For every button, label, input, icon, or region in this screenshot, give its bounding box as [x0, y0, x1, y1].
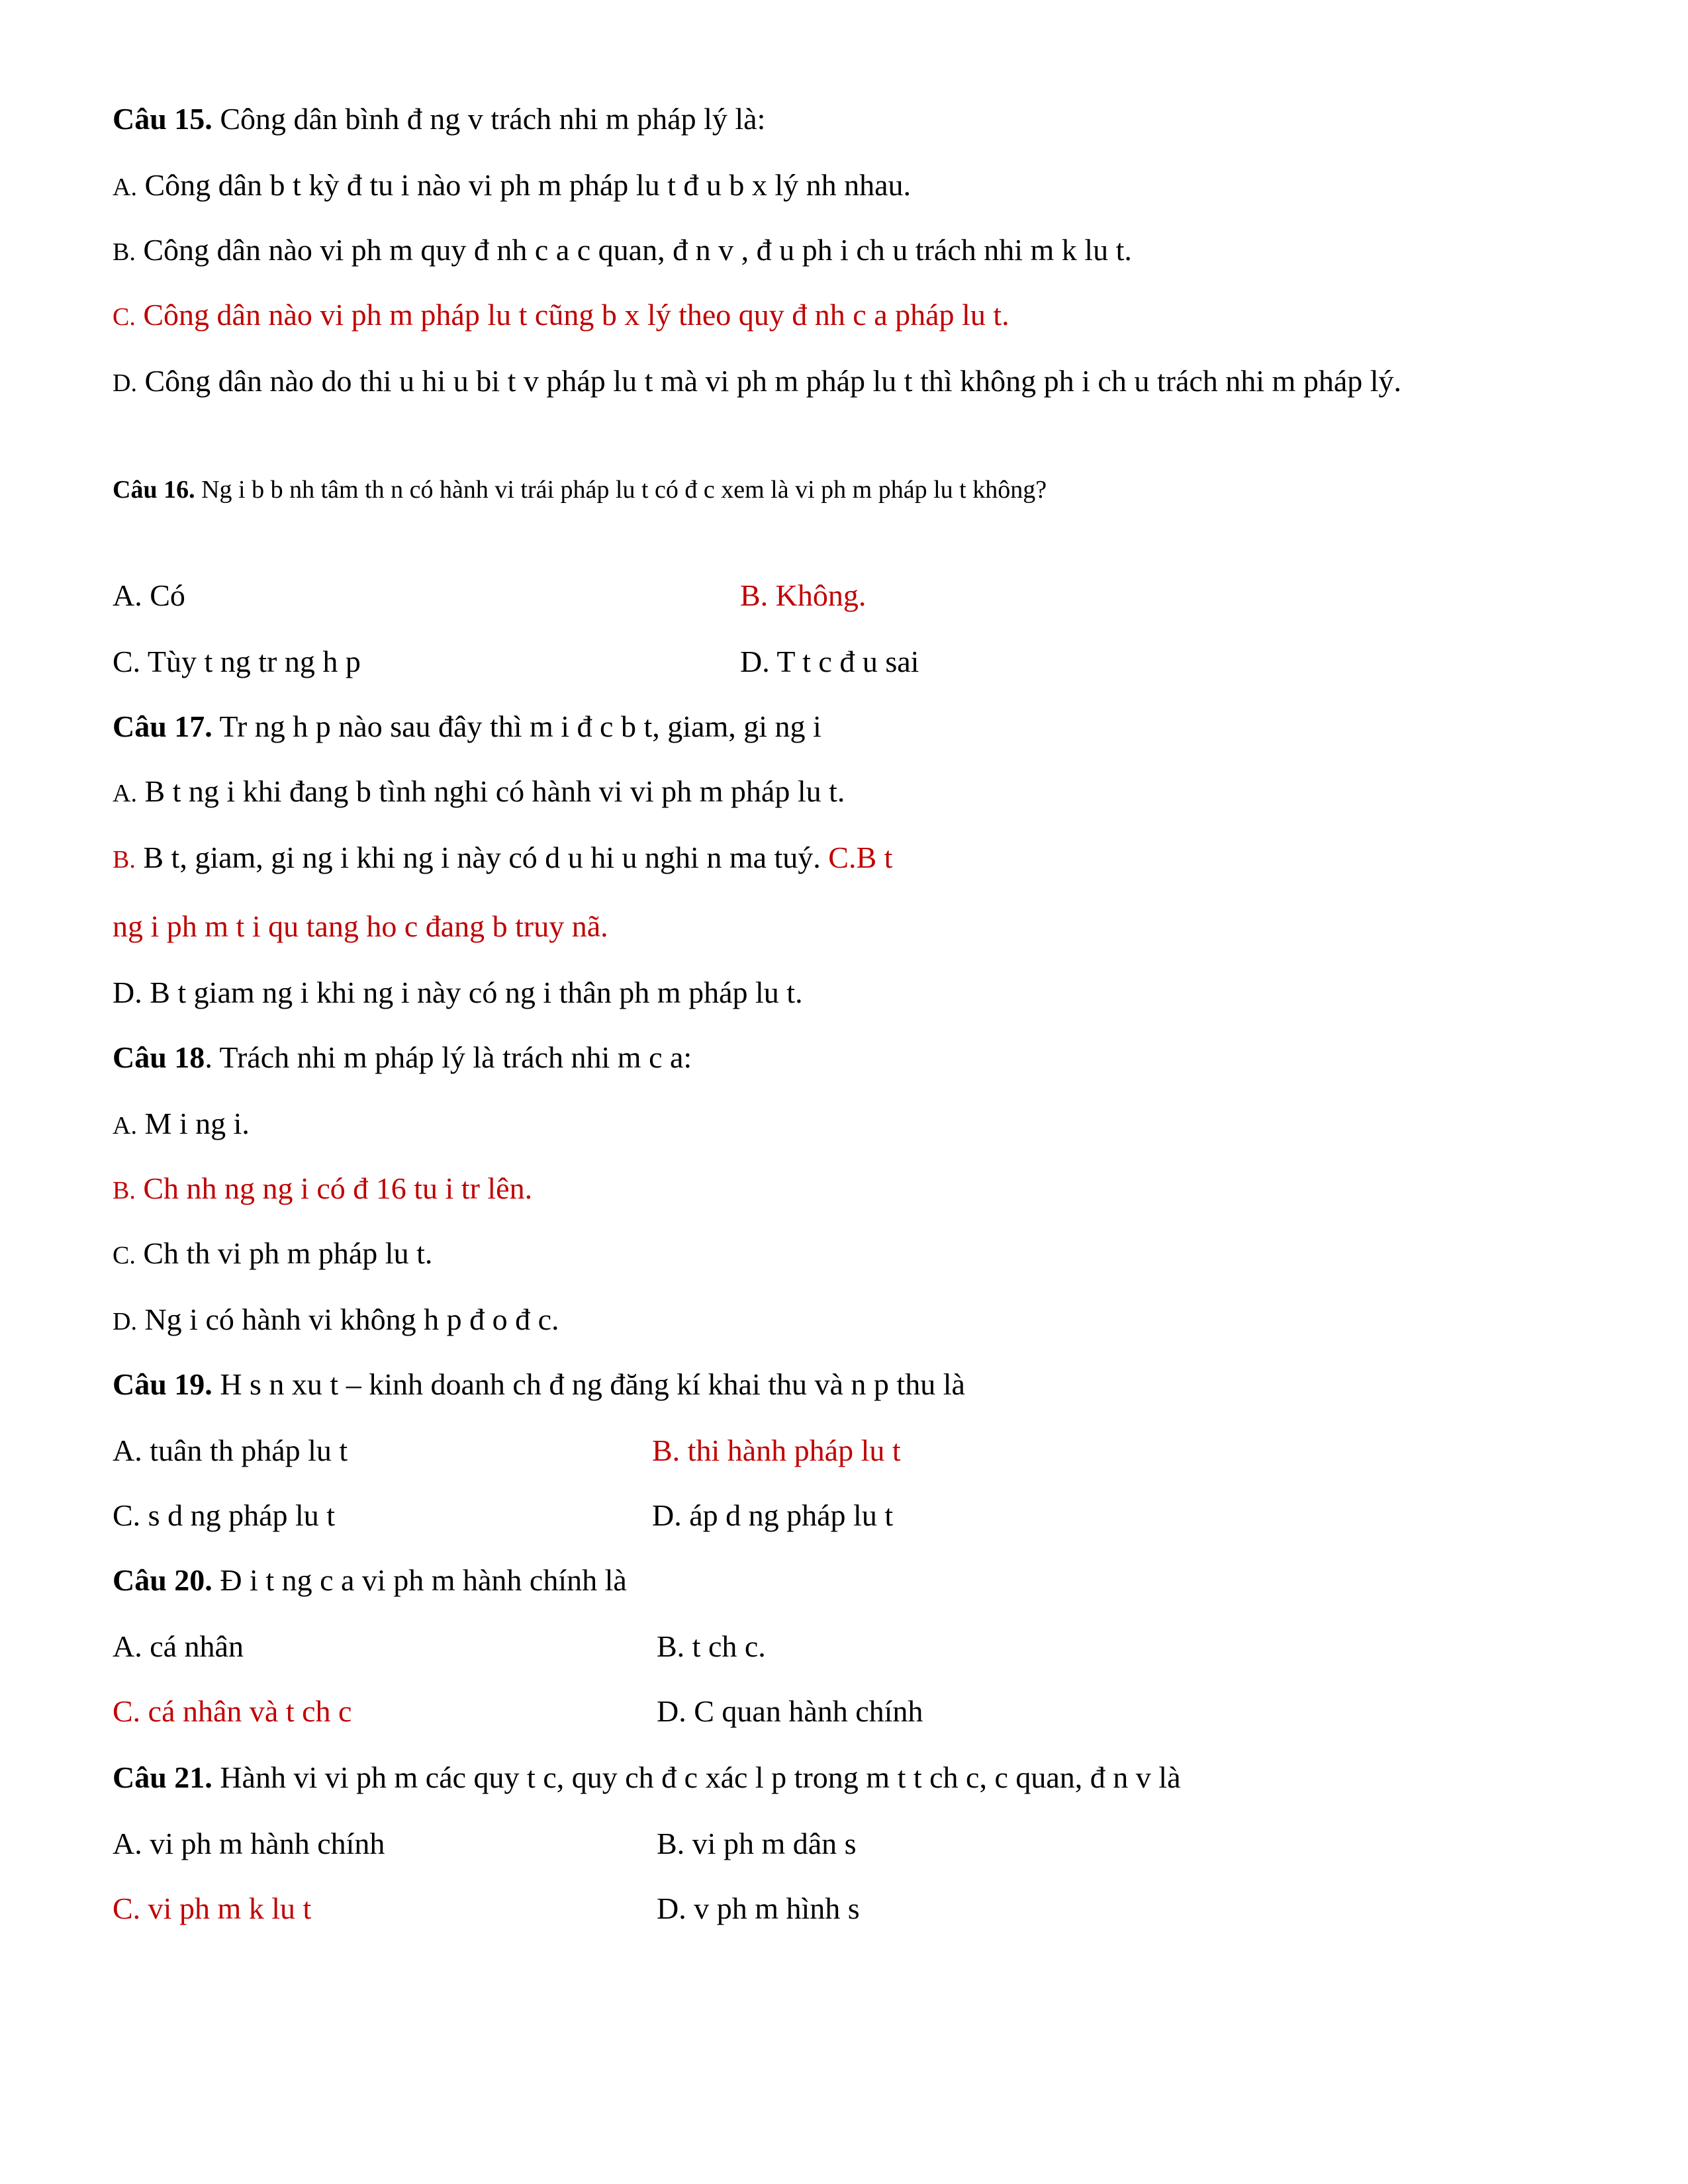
question-18-label: Câu 18 [113, 1040, 205, 1074]
q17-option-a-label: A. [113, 780, 137, 807]
q16-option-b-correct: B. Không. [740, 578, 867, 612]
q18-option-d-label: D. [113, 1308, 137, 1336]
question-16-label: Câu 16. [113, 476, 195, 504]
q15-option-c-label: C. [113, 303, 136, 331]
q17-option-d: D. B t giam ng i khi ng i này có ng i thân ph m pháp lu t. [113, 976, 803, 1009]
q17-option-a-text: B t ng i khi đang b tình nghi có hành vi vi ph m pháp lu t. [136, 774, 845, 808]
q17-option-b [113, 838, 892, 880]
q17-option-b-text: B t, giam, gi ng i khi ng i này có d u hi u nghi n ma tuý. [135, 841, 821, 874]
q20-option-a: A. cá nhân [113, 1629, 244, 1663]
question-19-text: H s n xu t – kinh doanh ch đ ng đăng kí khai thu và n p thu là [212, 1367, 965, 1401]
q20-option-b: B. t ch c. [657, 1629, 766, 1663]
q21-option-d: D. v ph m hình s [657, 1891, 860, 1925]
q18-option-b-text: Ch nh ng ng i có đ 16 tu i tr lên. [135, 1171, 533, 1205]
question-21-text: Hành vi vi ph m các quy t c, quy ch đ c xác l p trong m t t ch c, c quan, đ n v là [212, 1760, 1181, 1794]
q17-option-c-part2-correct: ng i ph m t i qu tang ho c đang b truy nã. [113, 909, 608, 943]
question-16 [113, 470, 1047, 510]
q18-option-c-text: Ch th vi ph m pháp lu t. [135, 1236, 433, 1270]
question-21-label: Câu 21. [113, 1760, 212, 1794]
q15-option-d-label: D. [113, 369, 137, 397]
q15-option-b-label: B. [113, 238, 136, 266]
q16-option-d: D. T t c đ u sai [740, 645, 919, 678]
q16-option-c: C. Tùy t ng tr ng h p [113, 645, 361, 678]
q18-option-a-label: A. [113, 1112, 137, 1140]
q16-option-a: A. Có [113, 578, 185, 612]
question-19 [113, 1365, 965, 1404]
q18-option-d [113, 1300, 559, 1342]
q18-option-d-text: Ng i có hành vi không h p đ o đ c. [136, 1302, 559, 1336]
q20-option-c-correct: C. cá nhân và t ch c [113, 1694, 352, 1728]
q15-option-a-text: Công dân b t kỳ đ tu i nào vi ph m pháp lu t đ u b x lý nh nhau. [136, 168, 912, 202]
question-15 [113, 99, 765, 139]
q19-option-d: D. áp d ng pháp lu t [652, 1498, 894, 1532]
q21-option-b: B. vi ph m dân s [657, 1827, 857, 1860]
q15-option-c-text: Công dân nào vi ph m pháp lu t cũng b x lý theo quy đ nh c a pháp lu t. [135, 298, 1009, 332]
q17-option-a [113, 772, 845, 813]
question-15-label: Câu 15. [113, 102, 212, 136]
question-18 [113, 1038, 692, 1077]
question-17 [113, 707, 821, 747]
question-21 [113, 1758, 1181, 1797]
q18-option-c-label: C. [113, 1242, 136, 1269]
q15-option-a [113, 165, 911, 207]
question-20-label: Câu 20. [113, 1563, 212, 1597]
q15-option-d [113, 361, 1489, 403]
q15-option-d-text: Công dân nào do thi u hi u bi t v pháp lu t mà vi ph m pháp lu t thì không ph i ch u trách nhi m pháp lý. [136, 364, 1402, 398]
q18-option-b-correct [113, 1169, 532, 1210]
q21-option-c-correct: C. vi ph m k lu t [113, 1891, 312, 1925]
question-20 [113, 1561, 627, 1600]
q15-option-b-text: Công dân nào vi ph m quy đ nh c a c quan, đ n v , đ u ph i ch u trách nhi m k lu t. [135, 233, 1132, 267]
q15-option-b [113, 230, 1132, 272]
q19-option-c: C. s d ng pháp lu t [113, 1498, 336, 1532]
question-15-text: Công dân bình đ ng v trách nhi m pháp lý là: [212, 102, 766, 136]
q18-option-a [113, 1104, 250, 1146]
q15-option-c-correct [113, 295, 1009, 337]
q17-option-c-part1-correct: C.B t [828, 841, 893, 874]
question-16-text: Ng i b b nh tâm th n có hành vi trái pháp lu t có đ c xem là vi ph m pháp lu t không? [195, 476, 1047, 504]
q20-option-d: D. C quan hành chính [657, 1694, 923, 1728]
q21-option-a: A. vi ph m hành chính [113, 1827, 385, 1860]
q19-option-b-correct: B. thi hành pháp lu t [652, 1433, 901, 1467]
q18-option-b-label: B. [113, 1177, 136, 1205]
question-20-text: Đ i t ng c a vi ph m hành chính là [212, 1563, 627, 1597]
q17-option-b-label: B. [113, 846, 136, 874]
question-17-text: Tr ng h p nào sau đây thì m i đ c b t, giam, gi ng i [212, 709, 821, 743]
question-18-text: . Trách nhi m pháp lý là trách nhi m c a: [205, 1040, 692, 1074]
q18-option-c [113, 1234, 432, 1275]
q18-option-a-text: M i ng i. [136, 1107, 250, 1140]
question-19-label: Câu 19. [113, 1367, 212, 1401]
question-17-label: Câu 17. [113, 709, 212, 743]
q15-option-a-label: A. [113, 173, 137, 201]
q19-option-a: A. tuân th pháp lu t [113, 1433, 348, 1467]
